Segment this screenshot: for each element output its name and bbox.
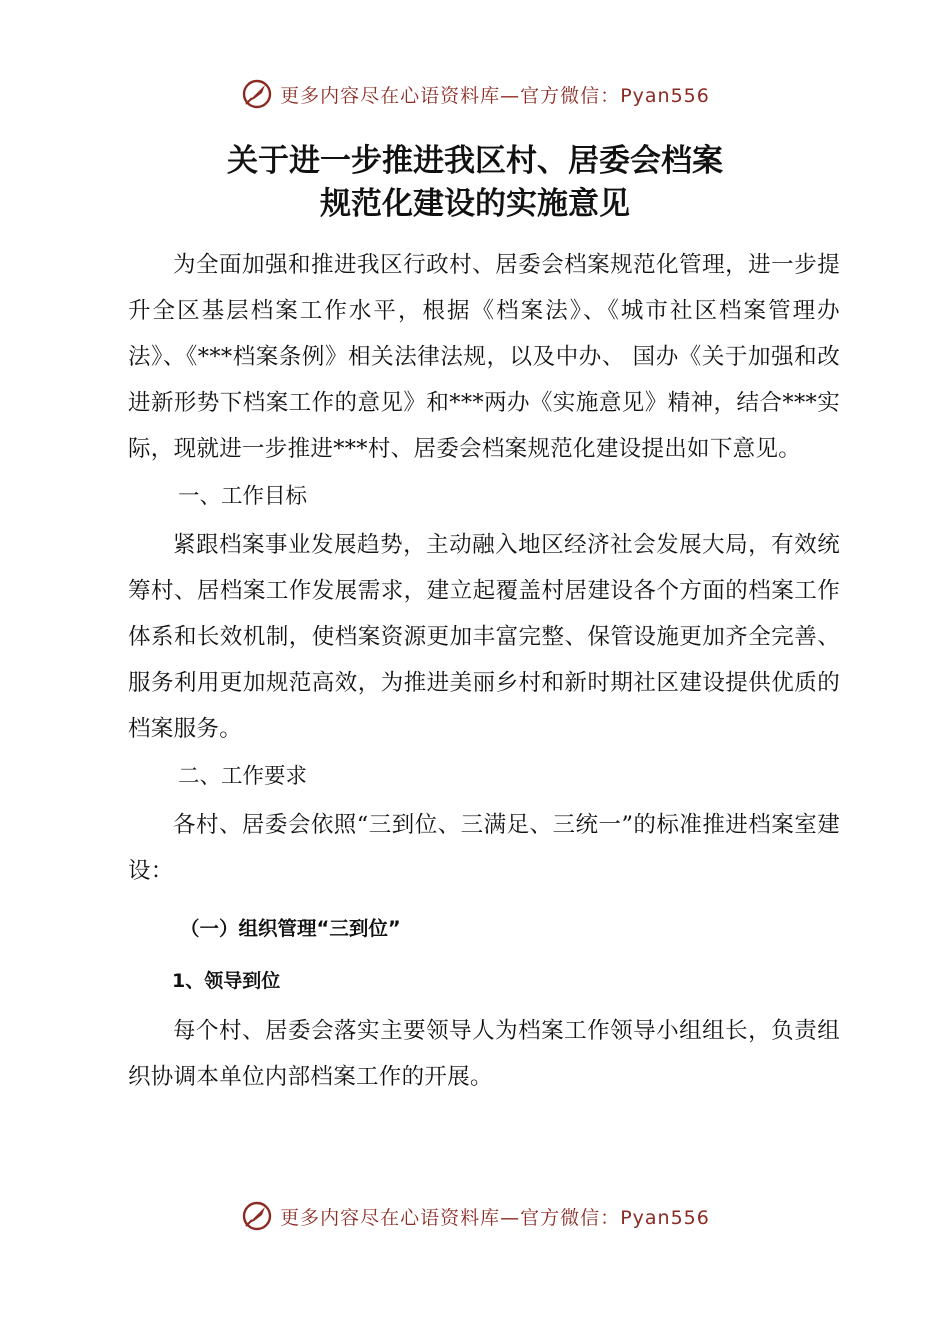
item-1-paragraph: 每个村、居委会落实主要领导人为档案工作领导小组组长，负责组织协调本单位内部档案工作的开展。 <box>128 1018 840 1090</box>
section-1-heading: 一、工作目标 <box>178 484 308 509</box>
intro-paragraph: 为全面加强和推进我区行政村、居委会档案规范化管理，进一步提升全区基层档案工作水平，根据《档案法》、《城市社区档案管理办法》、《***档案条例》相关法律法规，以及中办、 国办《关于加强和改进新形势下档案工作的意见》和***两办《实施意见》精神，结合***实际，现就进一步推进***村、居委会档案规范化建设提出如下意见。 <box>128 252 840 462</box>
title-line-2: 规范化建设的实施意见 <box>320 186 630 222</box>
quill-seal-icon <box>240 77 274 111</box>
watermark-text: 更多内容尽在心语资料库—官方微信：Pyan556 <box>280 84 710 107</box>
document-title <box>0 140 950 226</box>
section-2-paragraph: 各村、居委会依照“三到位、三满足、三统一”的标准推进档案室建设： <box>128 812 840 884</box>
item-1-heading: 1、领导到位 <box>172 970 281 992</box>
header-watermark <box>0 74 950 114</box>
watermark-text: 更多内容尽在心语资料库—官方微信：Pyan556 <box>280 1206 710 1229</box>
section-1-paragraph: 紧跟档案事业发展趋势，主动融入地区经济社会发展大局，有效统筹村、居档案工作发展需求，建立起覆盖村居建设各个方面的档案工作体系和长效机制，使档案资源更加丰富完整、保管设施更加齐全完善、服务利用更加规范高效，为推进美丽乡村和新时期社区建设提供优质的档案服务。 <box>128 532 840 742</box>
section-2-heading: 二、工作要求 <box>178 764 308 789</box>
document-body <box>128 242 840 1100</box>
subsection-1-heading: （一）组织管理“三到位” <box>180 917 401 940</box>
title-line-1: 关于进一步推进我区村、居委会档案 <box>227 143 723 179</box>
footer-watermark <box>0 1196 950 1236</box>
quill-seal-icon <box>240 1199 274 1233</box>
